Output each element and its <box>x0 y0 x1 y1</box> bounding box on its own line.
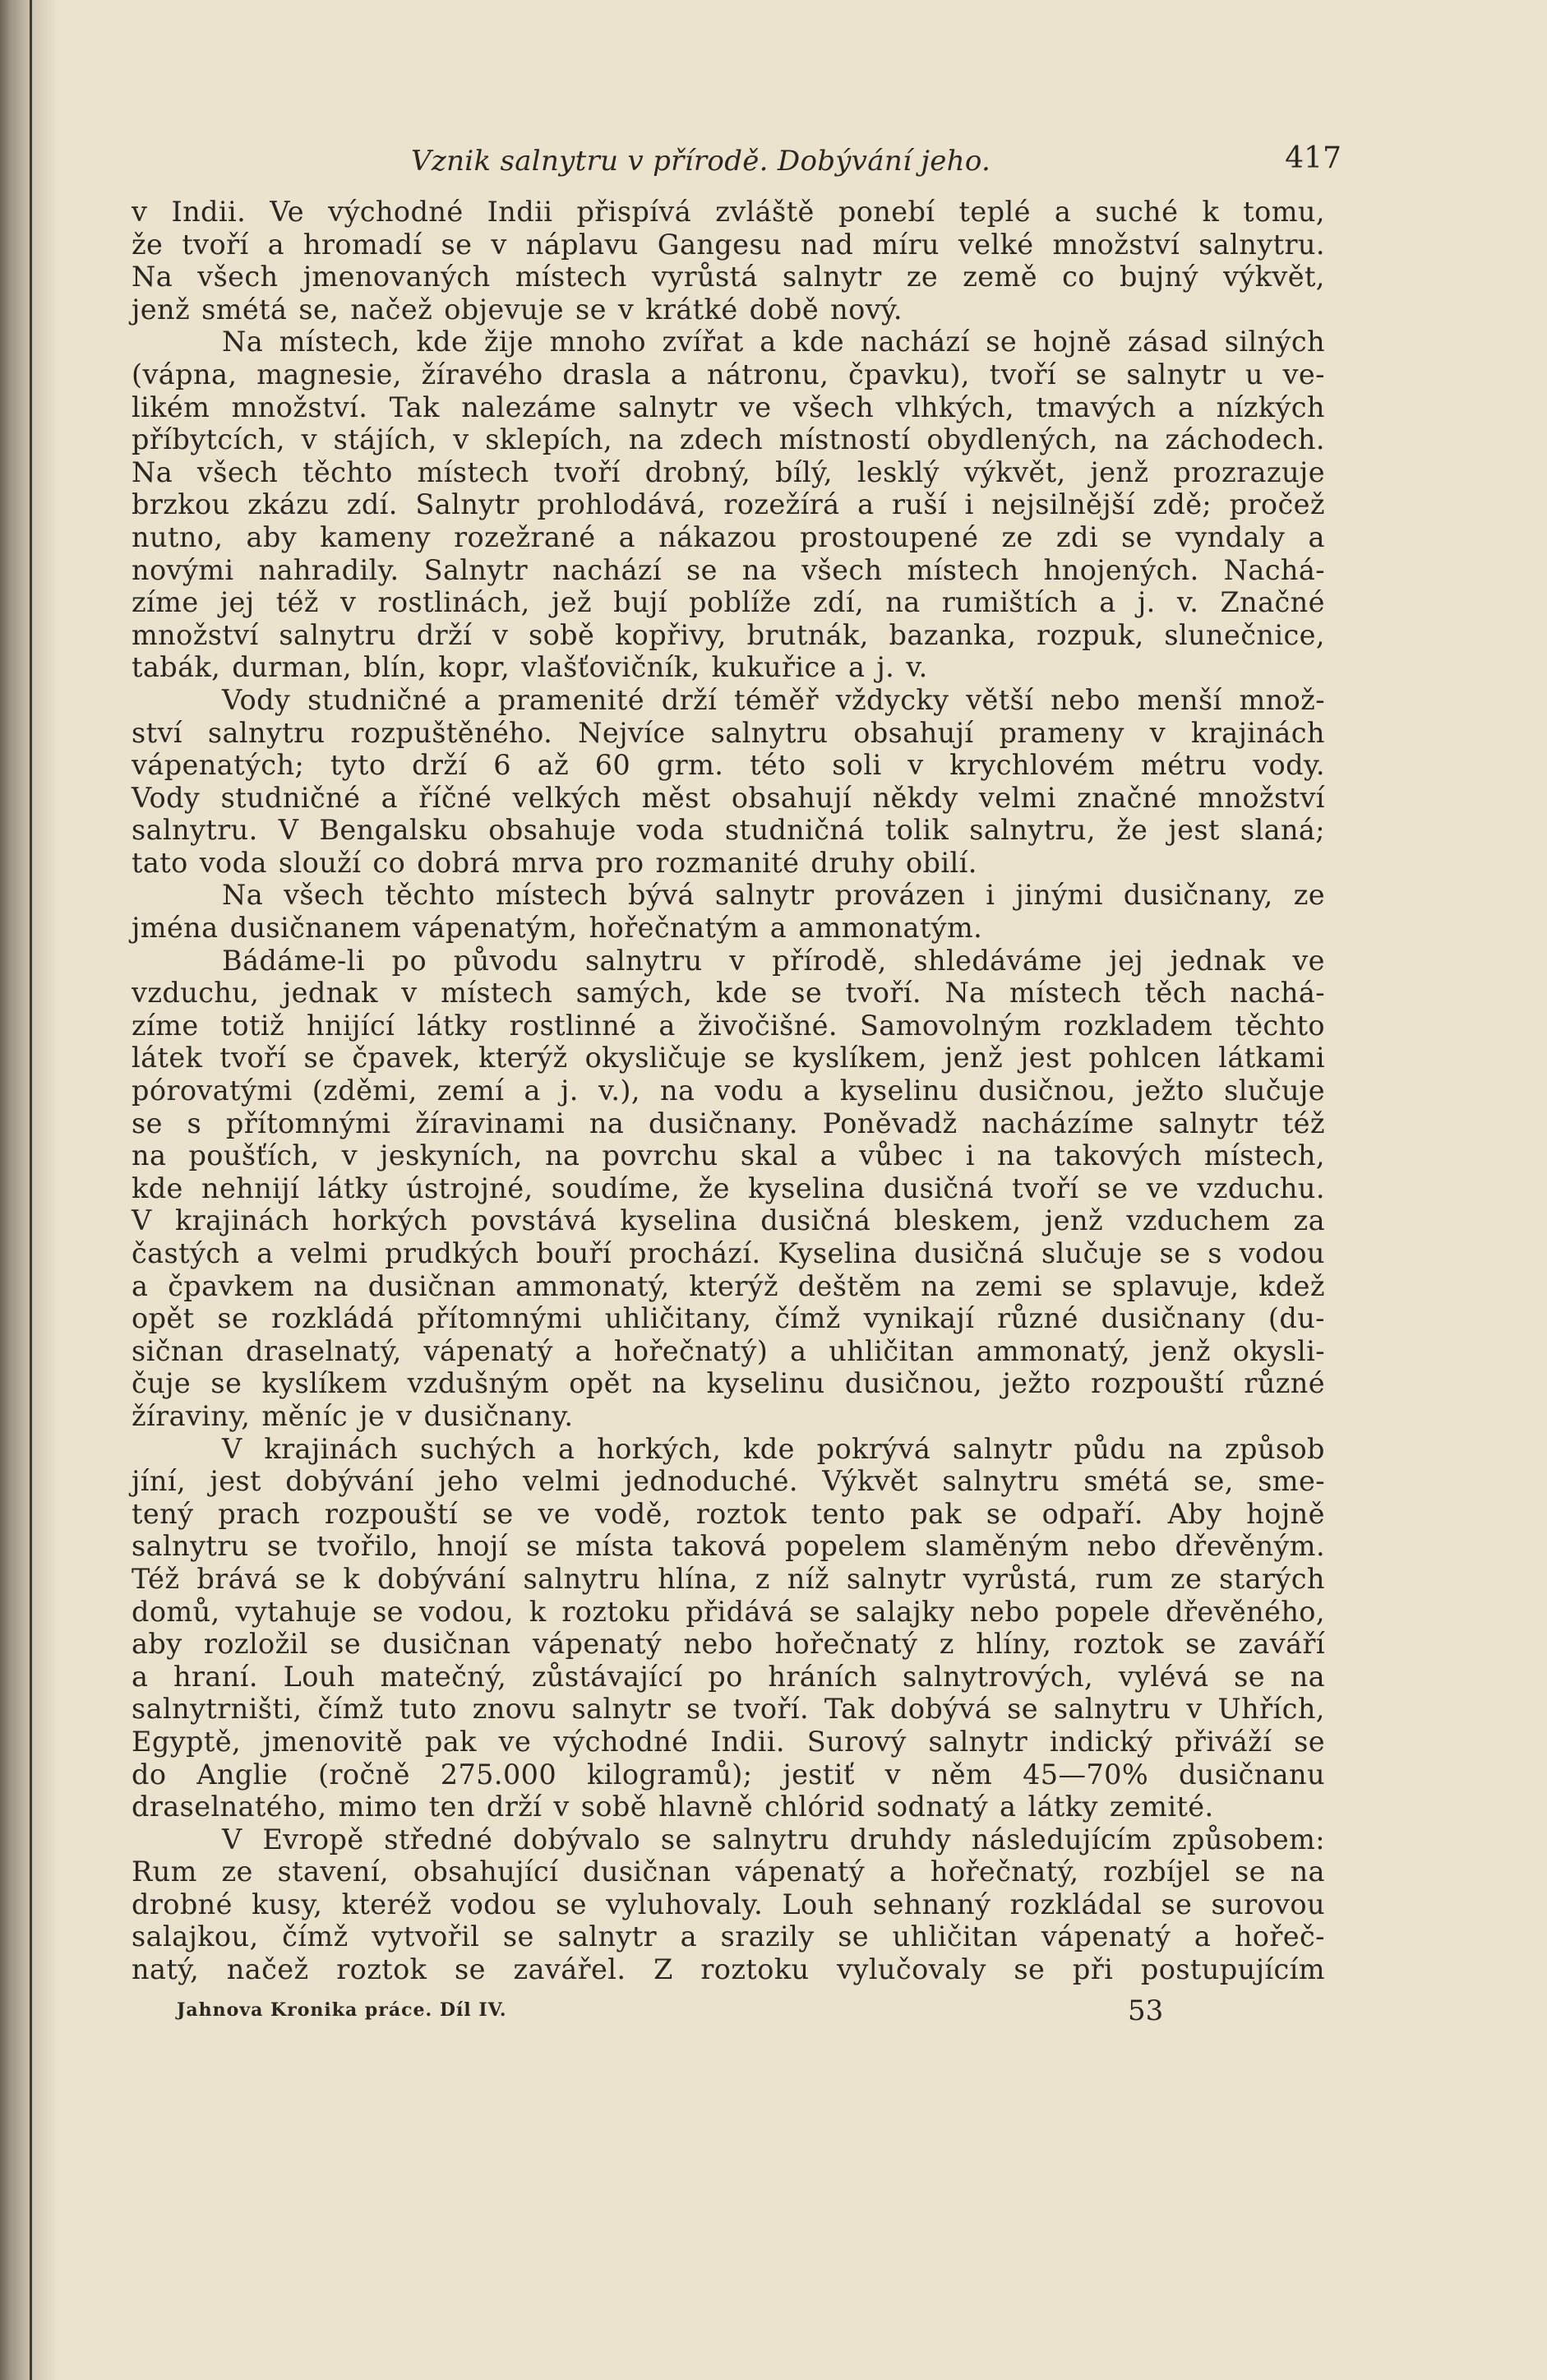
text-line: salnytru. V Bengalsku obsahuje voda studničná tolik salnytru, že jest slaná; <box>132 814 1325 847</box>
text-line: Na všech jmenovaných místech vyrůstá salnytr ze země co bujný výkvět, <box>132 261 1325 293</box>
text-line: sičnan draselnatý, vápenatý a hořečnatý) a uhličitan ammonatý, jenž okysli- <box>132 1334 1325 1367</box>
text-line: pórovatými (zděmi, zemí a j. v.), na vodu a kyselinu dusičnou, ježto slučuje <box>132 1074 1325 1107</box>
running-head <box>132 138 1342 196</box>
text-line: Na všech těchto místech tvoří drobný, bílý, lesklý výkvět, jenž prozrazuje <box>132 455 1325 488</box>
text-line: V Evropě středné dobývalo se salnytru druhdy následujícím způsobem: <box>222 1823 1325 1855</box>
text-line: jíní, jest dobývání jeho velmi jednoduché. Výkvět salnytru smétá se, sme- <box>132 1465 1325 1498</box>
text-line: nutno, aby kameny rozežrané a nákazou prostoupené ze zdi se vyndaly a <box>132 520 1325 553</box>
text-line: vápenatých; tyto drží 6 až 60 grm. této soli v krychlovém métru vody. <box>132 749 1325 782</box>
text-line: množství salnytru drží v sobě kopřivy, brutnák, bazanka, rozpuk, slunečnice, <box>132 618 1325 651</box>
page-footer <box>132 1994 1325 2044</box>
body-text <box>132 196 1325 1986</box>
text-line: zíme jej též v rostlinách, jež bují poblíže zdí, na rumištích a j. v. Značné <box>132 586 1325 619</box>
text-line: Na místech, kde žije mnoho zvířat a kde nachází se hojně zásad silných <box>222 326 1325 358</box>
text-line: čuje se kyslíkem vzdušným opět na kyselinu dusičnou, ježto rozpouští různé <box>132 1367 1325 1400</box>
text-line: Vody studničné a pramenité drží téměř vždycky větší nebo menší množ- <box>222 683 1325 716</box>
text-line: aby rozložil se dusičnan vápenatý nebo hořečnatý z hlíny, roztok se zaváří <box>132 1628 1325 1661</box>
text-line: Egyptě, jmenovitě pak ve východné Indii. Surový salnytr indický přiváží se <box>132 1725 1325 1758</box>
text-line: draselnatého, mimo ten drží v sobě hlavně chlórid sodnatý a látky zemité. <box>132 1791 1214 1823</box>
book-gutter-line <box>30 0 32 2380</box>
text-line: V krajinách horkých povstává kyselina dusičná bleskem, jenž vzduchem za <box>132 1204 1325 1237</box>
text-line: Na všech těchto místech bývá salnytr provázen i jinými dusičnany, ze <box>222 879 1325 912</box>
text-line: do Anglie (ročně 275.000 kilogramů); jestiť v něm 45—70% dusičnanu <box>132 1758 1325 1791</box>
text-line: Bádáme-li po původu salnytru v přírodě, shledáváme jej jednak ve <box>222 944 1325 977</box>
text-line: tený prach rozpouští se ve vodě, roztok tento pak se odpaří. Aby hojně <box>132 1497 1325 1530</box>
text-line: příbytcích, v stájích, v sklepích, na zdech místností obydlených, na záchodech. <box>132 423 1325 456</box>
printer-signature: Jahnova Kronika práce. Díl IV. <box>177 1999 507 2021</box>
text-line: V krajinách suchých a horkých, kde pokrývá salnytr půdu na způsob <box>222 1432 1325 1465</box>
text-line: novými nahradily. Salnytr nachází se na všech místech hnojených. Nachá- <box>132 553 1325 586</box>
text-line: kde nehnijí látky ústrojné, soudíme, že kyselina dusičná tvoří se ve vzduchu. <box>132 1172 1325 1204</box>
text-line: ství salnytru rozpuštěného. Nejvíce salnytru obsahují prameny v krajinách <box>132 716 1325 749</box>
text-line: častých a velmi prudkých bouří prochází. Kyselina dusičná slučuje se s vodou <box>132 1237 1325 1269</box>
text-line: salnytrništi, čímž tuto znovu salnytr se tvoří. Tak dobývá se salnytru v Uhřích, <box>132 1693 1325 1726</box>
text-line: vzduchu, jednak v místech samých, kde se tvoří. Na místech těch nachá- <box>132 977 1325 1010</box>
text-line: že tvoří a hromadí se v náplavu Gangesu nad míru velké množství salnytru. <box>132 228 1325 261</box>
text-line: likém množství. Tak nalezáme salnytr ve všech vlhkých, tmavých a nízkých <box>132 391 1325 423</box>
text-line: jména dusičnanem vápenatým, hořečnatým a ammonatým. <box>132 912 983 945</box>
text-line: Též brává se k dobývání salnytru hlína, z níž salnytr vyrůstá, rum ze starých <box>132 1562 1325 1595</box>
running-head-title: Vznik salnytru v přírodě. Dobývání jeho. <box>411 145 991 178</box>
book-gutter-shadow <box>0 0 58 2380</box>
text-line: tato voda slouží co dobrá mrva pro rozmanité druhy obilí. <box>132 846 977 879</box>
text-line: salajkou, čímž vytvořil se salnytr a srazily se uhličitan vápenatý a hořeč- <box>132 1920 1325 1953</box>
text-line: brzkou zkázu zdí. Salnytr prohlodává, rozežírá a ruší i nejsilnější zdě; pročež <box>132 488 1325 521</box>
text-line: salnytru se tvořilo, hnojí se místa taková popelem slaměným nebo dřevěným. <box>132 1530 1325 1563</box>
text-line: Vody studničné a říčné velkých měst obsahují někdy velmi značné množství <box>132 781 1325 814</box>
text-line: zíme totiž hnijící látky rostlinné a živočišné. Samovolným rozkladem těchto <box>132 1009 1325 1042</box>
text-line: se s přítomnými žíravinami na dusičnany. Poněvadž nacházíme salnytr též <box>132 1107 1325 1139</box>
text-line: (vápna, magnesie, žíravého drasla a nátronu, čpavku), tvoří se salnytr u ve- <box>132 358 1325 391</box>
text-line: na poušťích, v jeskyních, na povrchu skal a vůbec i na takových místech, <box>132 1139 1325 1172</box>
text-line: a hraní. Louh matečný, zůstávající po hráních salnytrových, vylévá se na <box>132 1660 1325 1693</box>
text-line: látek tvoří se čpavek, kterýž okysličuje se kyslíkem, jenž jest pohlcen látkami <box>132 1042 1325 1074</box>
text-line: tabák, durman, blín, kopr, vlašťovičník, kukuřice a j. v. <box>132 651 928 684</box>
book-page <box>132 138 1342 2044</box>
text-line: drobné kusy, kteréž vodou se vyluhovaly. Louh sehnaný rozkládal se surovou <box>132 1888 1325 1920</box>
text-line: domů, vytahuje se vodou, k roztoku přidává se salajky nebo popele dřevěného, <box>132 1595 1325 1628</box>
text-line: natý, načež roztok se zavářel. Z roztoku vylučovaly se při postupujícím <box>132 1953 1325 1986</box>
sheet-number: 53 <box>1128 1994 1164 2027</box>
text-line: a čpavkem na dusičnan ammonatý, kterýž deštěm na zemi se splavuje, kdež <box>132 1269 1325 1302</box>
text-line: žíraviny, měníc je v dusičnany. <box>132 1399 574 1432</box>
text-line: Rum ze stavení, obsahující dusičnan vápenatý a hořečnatý, rozbíjel se na <box>132 1855 1325 1888</box>
text-line: opět se rozkládá přítomnými uhličitany, čímž vynikají různé dusičnany (du- <box>132 1302 1325 1335</box>
page-number: 417 <box>1285 141 1342 175</box>
text-line: v Indii. Ve východné Indii přispívá zvláště ponebí teplé a suché k tomu, <box>132 196 1325 228</box>
text-line: jenž smétá se, načež objevuje se v krátké době nový. <box>132 293 903 326</box>
